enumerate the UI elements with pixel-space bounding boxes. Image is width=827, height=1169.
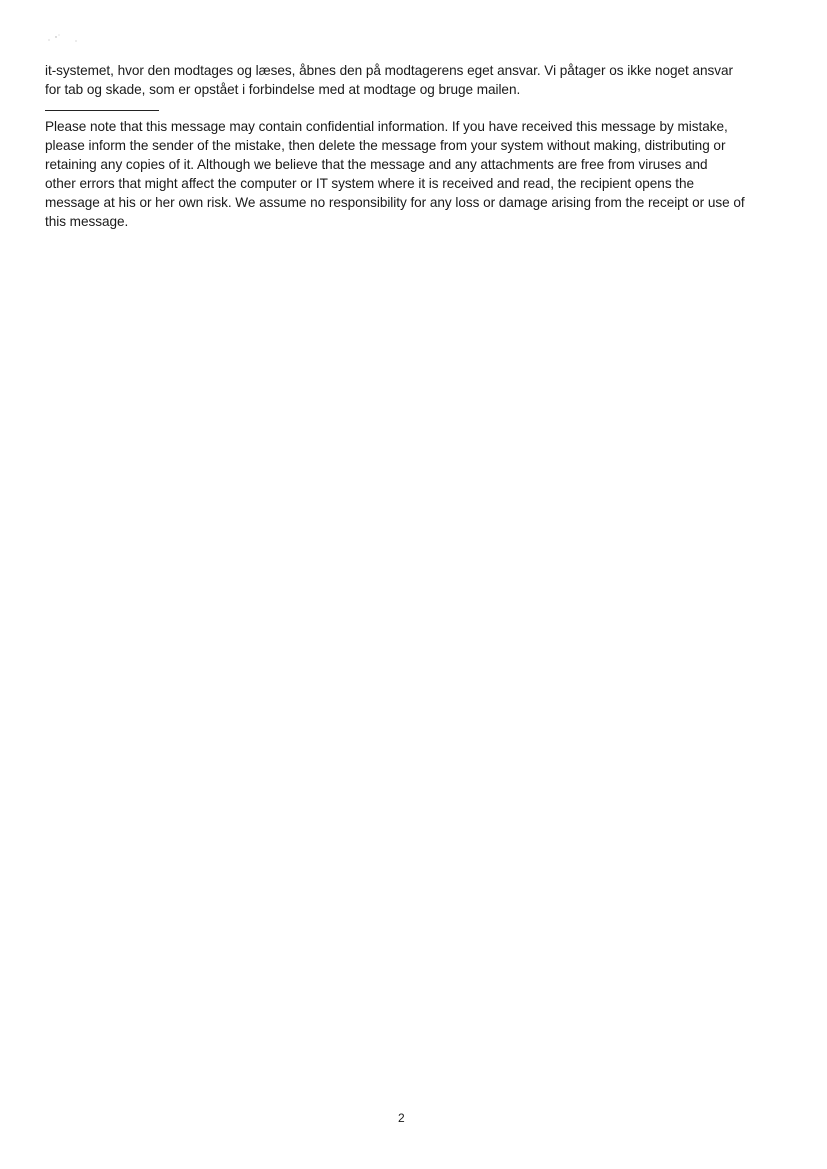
english-line: this message. [45,214,129,229]
danish-line: for tab og skade, som er opstået i forbindelse med at modtage og bruge mailen. [45,82,521,97]
english-line: Please note that this message may contain confidential information. If you have received this message by mistake, [45,119,728,134]
scan-artifact [46,32,80,44]
english-line: message at his or her own risk. We assume no responsibility for any loss or damage arising from the receipt or use of [45,195,745,210]
danish-disclaimer [45,61,785,99]
separator-line [45,110,159,111]
english-line: retaining any copies of it. Although we believe that the message and any attachments are free from viruses and [45,157,708,172]
danish-line: it-systemet, hvor den modtages og læses, åbnes den på modtagerens eget ansvar. Vi påtager os ikke noget ansvar [45,63,733,78]
english-line: please inform the sender of the mistake, then delete the message from your system without making, distributing or [45,138,726,153]
english-line: other errors that might affect the computer or IT system where it is received and read, the recipient opens the [45,176,695,191]
english-disclaimer [45,117,785,231]
page-number: 2 [398,1111,405,1125]
